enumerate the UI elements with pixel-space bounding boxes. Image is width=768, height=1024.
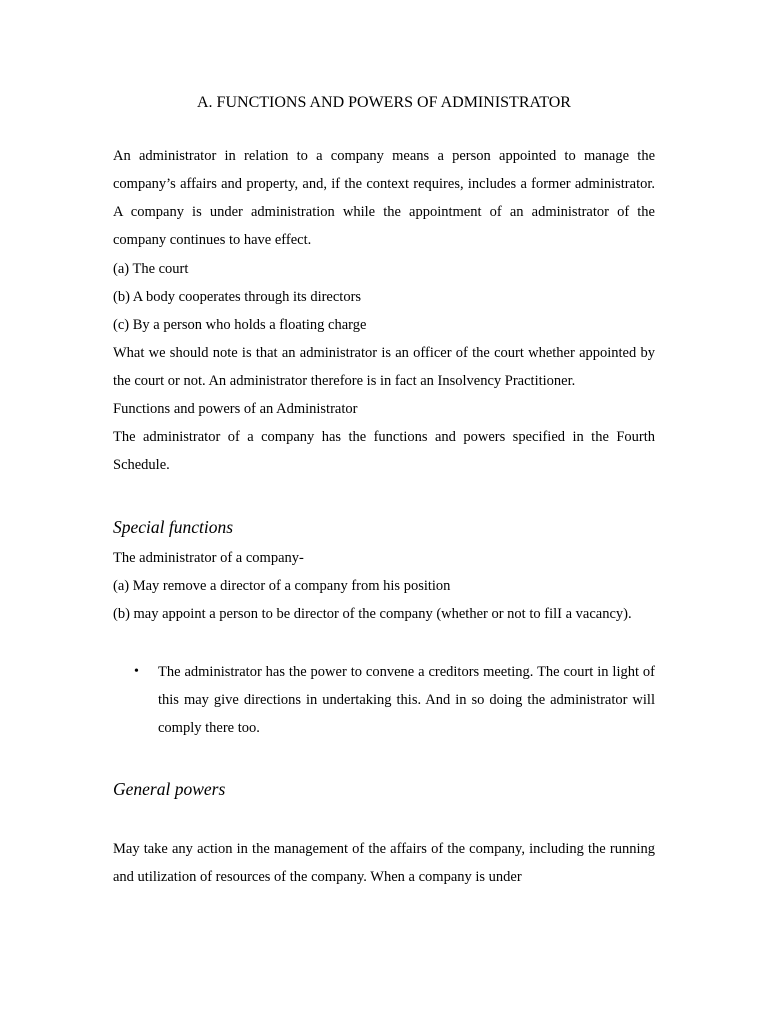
functions-label: Functions and powers of an Administrator (113, 401, 358, 417)
functions-paragraph: The administrator of a company has the functions and powers specified in the Fourth Schedule. (113, 429, 655, 473)
special-item-a: (a) May remove a director of a company from his position (113, 578, 451, 594)
note-paragraph: What we should note is that an administrator is an officer of the court whether appointed by the court or not. An administrator therefore is in fact an Insolvency Practitioner. (113, 345, 655, 389)
bullet-paragraph: The administrator has the power to convene a creditors meeting. The court in light of this may give directions in undertaking this. And in so doing the administrator will comply there too. (158, 664, 655, 736)
appointer-item-c: (c) By a person who holds a floating charge (113, 317, 367, 333)
appointer-item-a: (a) The court (113, 261, 189, 277)
general-powers-paragraph: May take any action in the management of the affairs of the company, including the running and utilization of resources of the company. When a company is under (113, 841, 655, 885)
special-item-b: (b) may appoint a person to be director of the company (whether or not to filI a vacancy). (113, 606, 632, 622)
intro-paragraph: An administrator in relation to a company means a person appointed to manage the company’s affairs and property, and, if the context requires, includes a former administrator. A company is under administration while the appointment of an administrator of the company continues to have effect. (113, 148, 655, 248)
special-functions-heading: Special functions (113, 517, 234, 537)
special-intro: The administrator of a company- (113, 550, 304, 566)
document-title: A. FUNCTIONS AND POWERS OF ADMINISTRATOR (197, 94, 571, 111)
bullet-dot-icon: • (134, 664, 139, 679)
appointer-item-b: (b) A body cooperates through its directors (113, 289, 362, 305)
general-powers-heading: General powers (113, 779, 226, 799)
